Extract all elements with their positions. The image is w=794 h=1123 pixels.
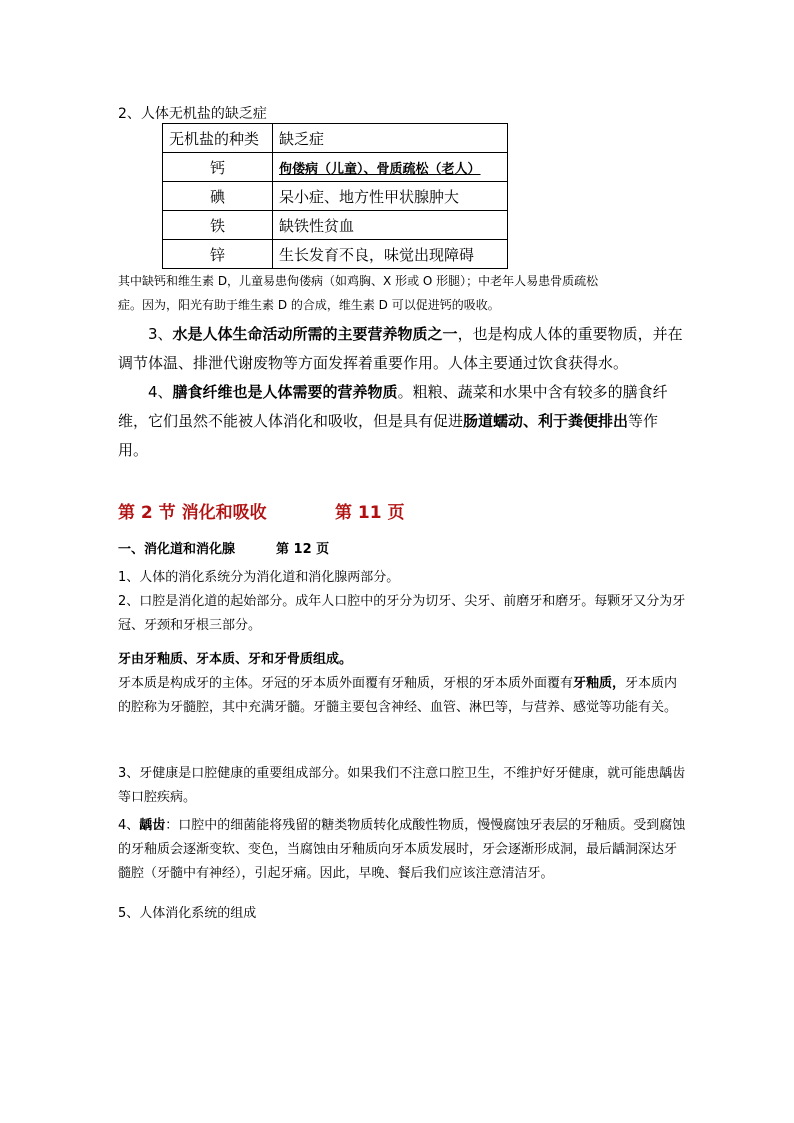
list-item-caries: [118, 814, 688, 886]
paragraph-fiber-end: 等作用。: [118, 412, 659, 459]
paragraph-water: [118, 320, 688, 378]
table-cell-deficiency: 生长发育不良，味觉出现障碍: [273, 240, 508, 269]
paragraph-dentin: [118, 672, 688, 720]
section-page-ref: 第 11 页: [335, 503, 405, 523]
paragraph-dentin-rest: 牙本质内的腔称为牙髓腔，其中充满牙髓。牙髓主要包含神经、血管、淋巴等，与营养、感觉等功能有关。: [118, 676, 678, 715]
paragraph-dentin-text: 牙本质是构成牙的主体。牙冠的牙本质外面覆有牙釉质，牙根的牙本质外面覆有: [118, 676, 574, 691]
teeth-structure-statement: 牙由牙釉质、牙本质、牙和牙骨质组成。: [118, 652, 353, 667]
table-cell-deficiency: [273, 153, 508, 182]
list-item: 5、人体消化系统的组成: [118, 906, 257, 921]
table-row: [163, 211, 508, 240]
table-cell-deficiency-text: 佝偻病（儿童）、骨质疏松（老人）: [279, 161, 481, 177]
table-cell-deficiency: 缺铁性贫血: [273, 211, 508, 240]
table-row: [163, 182, 508, 211]
paragraph-dentin-emphasis: 牙釉质，: [573, 676, 626, 691]
table-row: [163, 240, 508, 269]
paragraph-water-prefix: 3、: [148, 325, 173, 343]
table-cell-mineral: 铁: [163, 211, 273, 240]
table-header-cell: 无机盐的种类: [163, 124, 273, 153]
mineral-deficiency-table: [162, 123, 508, 269]
caries-term: 龋齿: [139, 818, 166, 833]
caries-prefix: 4、: [118, 818, 140, 833]
subsection-title: 一、消化道和消化腺: [118, 542, 236, 557]
table-header-row: [163, 124, 508, 153]
paragraph-fiber-emphasis: 膳食纤维也是人体需要的营养物质: [172, 383, 398, 401]
table-cell-mineral: 碘: [163, 182, 273, 211]
note-line: 症。因为，阳光有助于维生素 D 的合成，维生素 D 可以促进钙的吸收。: [118, 298, 500, 312]
paragraph-fiber-emphasis-2: 肠道蠕动、利于粪便排出: [463, 412, 629, 430]
section-heading-minerals: 2、人体无机盐的缺乏症: [118, 106, 267, 122]
subsection-page-ref: 第 12 页: [276, 542, 330, 557]
paragraph-water-emphasis: 水是人体生命活动所需的主要营养物质之一: [172, 325, 458, 343]
table-cell-deficiency: 呆小症、地方性甲状腺肿大: [273, 182, 508, 211]
paragraph-water-text: ，也是构成人体的重要物质，并在调节体温、排泄代谢废物等方面发挥着重要作用。人体主要通过饮食获得水。: [118, 325, 683, 372]
section-title: 第 2 节 消化和吸收: [118, 503, 267, 523]
list-item: 2、口腔是消化道的起始部分。成年人口腔中的牙分为切牙、尖牙、前磨牙和磨牙。每颗牙又分为牙冠、牙颈和牙根三部分。: [118, 594, 686, 633]
list-item: 3、牙健康是口腔健康的重要组成部分。如果我们不注意口腔卫生，不维护好牙健康，就可能患龋齿等口腔疾病。: [118, 766, 686, 805]
list-item: 1、人体的消化系统分为消化道和消化腺两部分。: [118, 570, 400, 585]
table-cell-mineral: 钙: [163, 153, 273, 182]
paragraph-fiber-prefix: 4、: [148, 383, 173, 401]
table-header-cell: 缺乏症: [273, 124, 508, 153]
table-cell-mineral: 锌: [163, 240, 273, 269]
paragraph-fiber: [118, 378, 688, 465]
paragraph-fiber-text: 。粗粮、蔬菜和水果中含有较多的膳食纤维，它们虽然不能被人体消化和吸收，但是具有促进: [118, 383, 668, 430]
note-line: 其中缺钙和维生素 D，儿童易患佝偻病（如鸡胸、X 形或 O 形腿）；中老年人易患骨质疏松: [118, 274, 599, 288]
table-row: [163, 153, 508, 182]
caries-text: ：口腔中的细菌能将残留的糖类物质转化成酸性物质，慢慢腐蚀牙表层的牙釉质。受到腐蚀的牙釉质会逐渐变软、变色，当腐蚀由牙釉质向牙本质发展时，牙会逐渐形成洞，最后龋洞深达牙髓腔（牙髓中有神经），引起牙痛。因此，早晚、餐后我们应该注意清洁牙。: [118, 818, 686, 881]
